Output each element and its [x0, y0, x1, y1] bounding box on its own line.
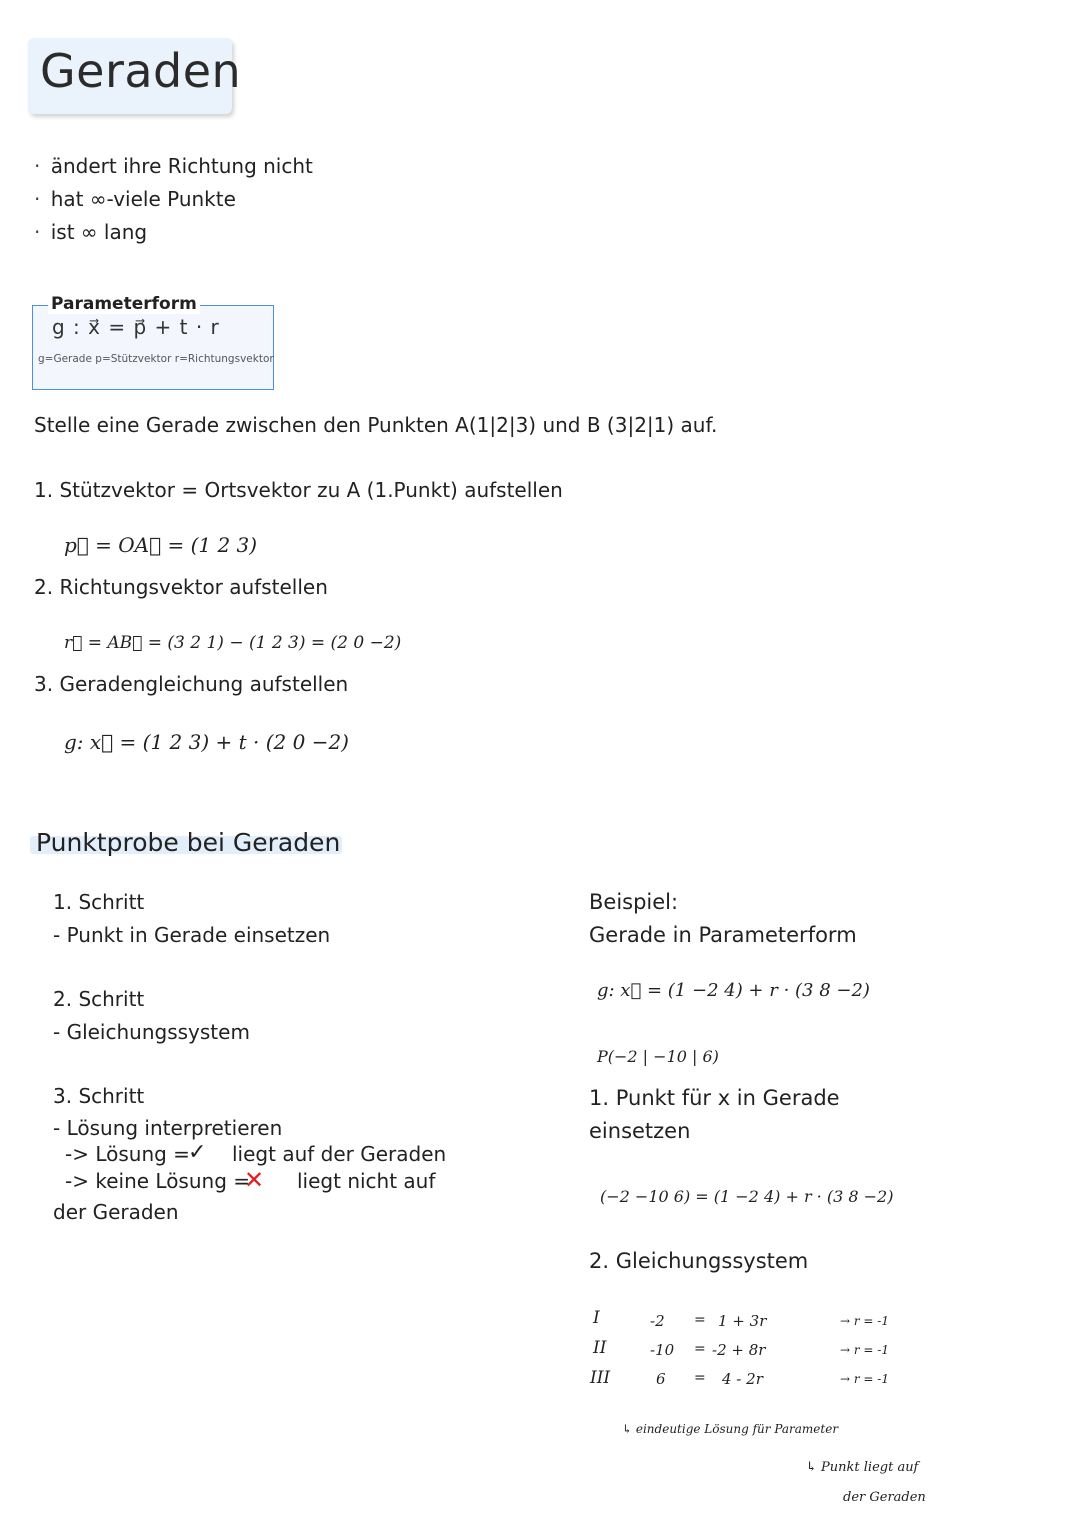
eq-result: → r = -1: [840, 1343, 889, 1357]
check-icon: ✓: [188, 1140, 207, 1165]
eq-lhs: 6: [656, 1370, 666, 1388]
beispiel-substituted-equation: (−2 −10 6) = (1 −2 4) + r · (3 8 −2): [600, 1187, 894, 1206]
eq-rhs: 4 - 2r: [722, 1370, 763, 1388]
loesung-yes-label: -> Lösung =: [65, 1142, 190, 1166]
beispiel-point: P(−2 | −10 | 6): [597, 1047, 719, 1066]
eq-lhs: -10: [650, 1341, 675, 1359]
parameterform-legend: g=Gerade p=Stützvektor r=Richtungsvektor: [38, 353, 274, 365]
eq-result: → r = -1: [840, 1314, 889, 1328]
eq-lhs: -2: [650, 1312, 665, 1330]
beispiel-subheading: Gerade in Parameterform: [589, 923, 857, 947]
page-title: Geraden: [40, 44, 242, 98]
beispiel-step-2: 2. Gleichungssystem: [589, 1249, 809, 1273]
step-2-text: 2. Richtungsvektor aufstellen: [34, 575, 328, 599]
eq-sign: =: [694, 1312, 706, 1328]
parameterform-label: Parameterform: [48, 294, 200, 314]
roman-numeral: II: [593, 1338, 607, 1358]
bullet-item: · hat ∞-viele Punkte: [34, 183, 313, 216]
step-3-text: 3. Geradengleichung aufstellen: [34, 672, 349, 696]
eq-rhs: 1 + 3r: [718, 1312, 767, 1330]
roman-numeral: I: [593, 1308, 600, 1328]
schritt-3-desc: - Lösung interpretieren: [53, 1116, 283, 1140]
cross-icon: ✕: [244, 1166, 265, 1194]
schritt-1-desc: - Punkt in Gerade einsetzen: [53, 923, 331, 947]
note-point-on-line-cont: der Geraden: [843, 1490, 926, 1505]
eq-sign: =: [694, 1370, 706, 1386]
note-point-on-line: ↳ Punkt liegt auf: [806, 1460, 919, 1475]
eq-result: → r = -1: [840, 1372, 889, 1386]
schritt-2-label: 2. Schritt: [53, 987, 145, 1011]
schritt-1-label: 1. Schritt: [53, 890, 145, 914]
roman-numeral: III: [590, 1368, 611, 1388]
loesung-yes-text: liegt auf der Geraden: [232, 1142, 447, 1166]
bullet-item: · ist ∞ lang: [34, 216, 313, 249]
parameterform-formula: g : x⃗ = p⃗ + t · r: [52, 315, 220, 339]
section-title: Punktprobe bei Geraden: [36, 828, 341, 857]
bullet-item: · ändert ihre Richtung nicht: [34, 150, 313, 183]
loesung-no-continuation: der Geraden: [53, 1200, 179, 1224]
loesung-no-label: -> keine Lösung =: [65, 1169, 251, 1193]
step-2-handwritten: r⃗ = AB⃗ = (3 2 1) − (1 2 3) = (2 0 −2): [64, 633, 402, 653]
note-unique-solution: ↳ eindeutige Lösung für Parameter: [622, 1422, 839, 1436]
step-1-text: 1. Stützvektor = Ortsvektor zu A (1.Punkt) aufstellen: [34, 478, 563, 502]
loesung-no-text: liegt nicht auf: [297, 1169, 436, 1193]
eq-sign: =: [694, 1341, 706, 1357]
beispiel-step-1: 1. Punkt für x in Gerade: [589, 1086, 840, 1110]
beispiel-heading: Beispiel:: [589, 890, 679, 914]
schritt-3-label: 3. Schritt: [53, 1084, 145, 1108]
beispiel-line-equation: g: x⃗ = (1 −2 4) + r · (3 8 −2): [597, 980, 870, 1001]
beispiel-step-1-cont: einsetzen: [589, 1119, 691, 1143]
step-3-handwritten: g: x⃗ = (1 2 3) + t · (2 0 −2): [64, 730, 349, 754]
bullet-list: [34, 150, 313, 249]
eq-rhs: -2 + 8r: [712, 1341, 766, 1359]
step-1-handwritten: p⃗ = OA⃗ = (1 2 3): [64, 533, 258, 557]
schritt-2-desc: - Gleichungssystem: [53, 1020, 250, 1044]
task-text: Stelle eine Gerade zwischen den Punkten A(1|2|3) und B (3|2|1) auf.: [34, 413, 718, 437]
